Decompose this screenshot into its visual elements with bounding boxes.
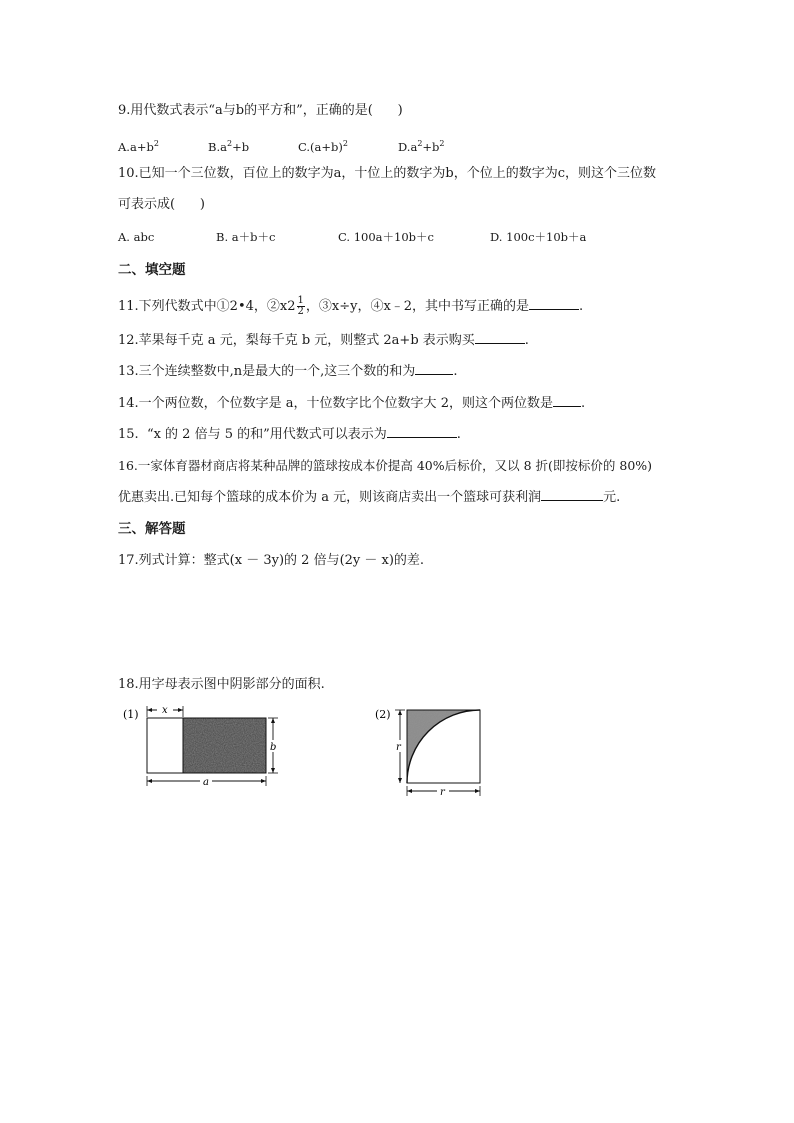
q18-line: 18.用字母表示图中阴影部分的面积. bbox=[118, 677, 325, 692]
q10-line2: 可表示成( ) bbox=[118, 197, 205, 212]
q10-option-b: B. a＋b＋c bbox=[216, 230, 276, 244]
q10-line1: 10.已知一个三位数，百位上的数字为a，十位上的数字为b，个位上的数字为c，则这个三位数 bbox=[118, 166, 657, 181]
q11-answer-blank[interactable] bbox=[529, 297, 579, 310]
q10-option-c: C. 100a＋10b＋c bbox=[338, 230, 434, 244]
figure-2-r-side-label: r bbox=[396, 742, 401, 753]
q11-line: 11.下列代数式中①2•4，②x2 $\frac{1}{2}$ ，③x÷y，④x﹣2，其中书写正确的是 . bbox=[118, 295, 584, 317]
q15-answer-blank[interactable] bbox=[387, 425, 457, 438]
figure-2-quarter-circle bbox=[372, 700, 492, 800]
q9-option-b: $B.a^2+b$ bbox=[208, 139, 250, 154]
figure-1-b-label: b bbox=[270, 742, 277, 753]
q9-option-a: $A.a+b^2$ bbox=[118, 139, 159, 154]
q12-line: 12.苹果每千克 a 元，梨每千克 b 元，则整式 2a+b 表示购买 . bbox=[118, 333, 529, 348]
figure-1-x-label: x bbox=[162, 705, 168, 716]
q9-stem: 9.用代数式表示“a与b的平方和”，正确的是( ) bbox=[118, 103, 403, 118]
figure-1-rectangles bbox=[120, 700, 290, 796]
q14-line: 14.一个两位数，个位数字是 a，十位数字比个位数字大 2，则这个两位数是 . bbox=[118, 396, 586, 411]
figure-1-a-label: a bbox=[203, 777, 209, 788]
q10-option-a: A. abc bbox=[118, 230, 155, 244]
figure-1-label: (1) bbox=[123, 708, 139, 721]
figure-2-label: (2) bbox=[375, 708, 391, 721]
q14-answer-blank[interactable] bbox=[553, 394, 581, 407]
q16-answer-blank[interactable] bbox=[541, 488, 603, 501]
section-solve-title: 三、解答题 bbox=[118, 521, 186, 537]
q16-line2: 优惠卖出.已知每个篮球的成本价为 a 元，则该商店卖出一个篮球可获利润 元. bbox=[118, 490, 621, 505]
figure-2-r-bottom-label: r bbox=[440, 787, 445, 798]
q15-line: 15. “x 的 2 倍与 5 的和”用代数式可以表示为 . bbox=[118, 427, 461, 442]
q13-line: 13.三个连续整数中,n是最大的一个,这三个数的和为 . bbox=[118, 364, 458, 379]
q11-fraction: $\frac{1}{2}$ bbox=[297, 295, 304, 317]
q9-option-d: $D.a^2+b^2$ bbox=[398, 139, 445, 154]
section-fill-in-title: 二、填空题 bbox=[118, 262, 186, 278]
q16-line1: 16.一家体育器材商店将某种品牌的篮球按成本价提高 40%后标价，又以 8 折(即按标价的 80%) bbox=[118, 458, 653, 473]
q9-option-c: $C.(a+b)^2$ bbox=[298, 139, 348, 154]
q17-line: 17.列式计算：整式(x － 3y)的 2 倍与(2y － x)的差. bbox=[118, 553, 425, 568]
q13-answer-blank[interactable] bbox=[415, 362, 453, 375]
q12-answer-blank[interactable] bbox=[475, 331, 525, 344]
q10-option-d: D. 100c＋10b＋a bbox=[490, 230, 587, 244]
